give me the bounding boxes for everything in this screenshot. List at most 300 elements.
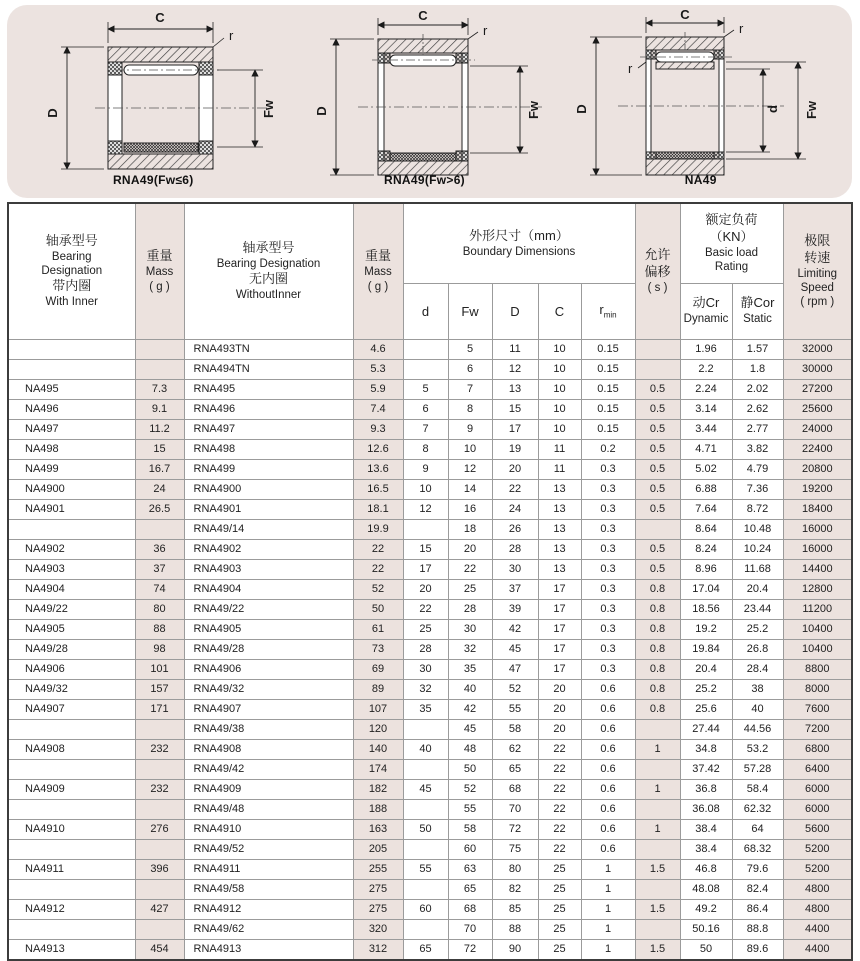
cell: RNA4907 xyxy=(184,699,353,719)
table-row xyxy=(8,859,852,879)
cell: 22 xyxy=(538,779,581,799)
cell: 62 xyxy=(492,739,538,759)
dim-label-r: r xyxy=(482,23,487,38)
cell: 40 xyxy=(448,679,492,699)
cell: 82.4 xyxy=(732,879,783,899)
cell: 0.5 xyxy=(635,499,680,519)
cell: 25 xyxy=(403,619,448,639)
cell: 37 xyxy=(135,559,184,579)
cell: 12.6 xyxy=(353,439,403,459)
cell: 276 xyxy=(135,819,184,839)
cell: RNA4903 xyxy=(184,559,353,579)
cell: 4400 xyxy=(783,939,852,960)
dim-label-d: d xyxy=(764,105,780,113)
cell: 25.6 xyxy=(680,699,732,719)
cell xyxy=(8,839,135,859)
cell: 22 xyxy=(538,839,581,859)
cell: 312 xyxy=(353,939,403,960)
cell: 49.2 xyxy=(680,899,732,919)
dim-label-D: D xyxy=(573,104,589,114)
cell: 275 xyxy=(353,879,403,899)
cell: 0.15 xyxy=(581,419,635,439)
table-row xyxy=(8,439,852,459)
cell: NA49/32 xyxy=(8,679,135,699)
cell: 50 xyxy=(680,939,732,960)
cell: 10 xyxy=(538,379,581,399)
cell: NA4905 xyxy=(8,619,135,639)
cell: NA498 xyxy=(8,439,135,459)
cell: 12 xyxy=(403,499,448,519)
cell: 65 xyxy=(492,759,538,779)
table-row xyxy=(8,619,852,639)
cell: RNA4906 xyxy=(184,659,353,679)
cell: 8.72 xyxy=(732,499,783,519)
cell: 25 xyxy=(538,919,581,939)
cell: 22 xyxy=(353,539,403,559)
cell: 32000 xyxy=(783,339,852,359)
cell: 17.04 xyxy=(680,579,732,599)
cell: 37.42 xyxy=(680,759,732,779)
cell: 1 xyxy=(635,739,680,759)
cell: 10 xyxy=(538,359,581,379)
cell: 11200 xyxy=(783,599,852,619)
cell: 18.56 xyxy=(680,599,732,619)
cell: 7.3 xyxy=(135,379,184,399)
cell xyxy=(635,839,680,859)
cell: 36.8 xyxy=(680,779,732,799)
cell: 6000 xyxy=(783,779,852,799)
dim-label-c: C xyxy=(155,10,165,25)
cell: 45 xyxy=(448,719,492,739)
cell xyxy=(135,339,184,359)
cell: 68.32 xyxy=(732,839,783,859)
cell: 98 xyxy=(135,639,184,659)
cell: 20 xyxy=(492,459,538,479)
cell: 0.5 xyxy=(635,399,680,419)
cell: 4.79 xyxy=(732,459,783,479)
cell: 10.48 xyxy=(732,519,783,539)
cell: 1.5 xyxy=(635,859,680,879)
cell: 48 xyxy=(448,739,492,759)
cell: 22400 xyxy=(783,439,852,459)
cell xyxy=(135,839,184,859)
cell: 16.7 xyxy=(135,459,184,479)
cell: RNA493TN xyxy=(184,339,353,359)
cell: NA4911 xyxy=(8,859,135,879)
cell xyxy=(8,759,135,779)
cell: 69 xyxy=(353,659,403,679)
cell: 5200 xyxy=(783,839,852,859)
cell: 17 xyxy=(538,619,581,639)
cell: 7.64 xyxy=(680,499,732,519)
cell: 58 xyxy=(492,719,538,739)
cell: 19.9 xyxy=(353,519,403,539)
cell: 25 xyxy=(538,899,581,919)
cell: 1 xyxy=(635,819,680,839)
cell xyxy=(135,759,184,779)
dim-label-r: r xyxy=(229,28,234,43)
cell: 7.4 xyxy=(353,399,403,419)
cell: 275 xyxy=(353,899,403,919)
cell: 6800 xyxy=(783,739,852,759)
cell: 0.6 xyxy=(581,719,635,739)
cell: 0.8 xyxy=(635,599,680,619)
cell: 8800 xyxy=(783,659,852,679)
cell: RNA496 xyxy=(184,399,353,419)
cell: 320 xyxy=(353,919,403,939)
cell: 0.3 xyxy=(581,579,635,599)
cell: 73 xyxy=(353,639,403,659)
cell: 30 xyxy=(403,659,448,679)
cell: 35 xyxy=(448,659,492,679)
cell: 30000 xyxy=(783,359,852,379)
cell xyxy=(635,719,680,739)
cell: 22 xyxy=(403,599,448,619)
cell: 90 xyxy=(492,939,538,960)
cell: 9 xyxy=(448,419,492,439)
cell xyxy=(403,759,448,779)
cell: 232 xyxy=(135,779,184,799)
cell: 157 xyxy=(135,679,184,699)
cell: 14400 xyxy=(783,559,852,579)
cell: 0.6 xyxy=(581,759,635,779)
cell: RNA4908 xyxy=(184,739,353,759)
cell: 42 xyxy=(448,699,492,719)
cell: 2.77 xyxy=(732,419,783,439)
cell: 42 xyxy=(492,619,538,639)
cell: 205 xyxy=(353,839,403,859)
cell: RNA498 xyxy=(184,439,353,459)
cell xyxy=(135,719,184,739)
cell xyxy=(135,519,184,539)
cell: 0.15 xyxy=(581,399,635,419)
cell: 0.6 xyxy=(581,699,635,719)
cell: 13 xyxy=(492,379,538,399)
table-row xyxy=(8,639,852,659)
bearing-table xyxy=(7,202,853,961)
table-row xyxy=(8,779,852,799)
cell: 13 xyxy=(538,559,581,579)
table-row xyxy=(8,559,852,579)
dim-label-r: r xyxy=(738,21,744,36)
cell: 1.57 xyxy=(732,339,783,359)
cell: 1.96 xyxy=(680,339,732,359)
cell: 63 xyxy=(448,859,492,879)
cell: 80 xyxy=(135,599,184,619)
cell: RNA4910 xyxy=(184,819,353,839)
cell: 26 xyxy=(492,519,538,539)
cell: 13 xyxy=(538,479,581,499)
cell: 9.1 xyxy=(135,399,184,419)
cell: 8.96 xyxy=(680,559,732,579)
cell: 0.3 xyxy=(581,499,635,519)
cell: 10 xyxy=(538,399,581,419)
cell: 25600 xyxy=(783,399,852,419)
cell: 65 xyxy=(448,879,492,899)
cell: 0.8 xyxy=(635,579,680,599)
cell: NA4902 xyxy=(8,539,135,559)
cell: 0.15 xyxy=(581,379,635,399)
cell: RNA4901 xyxy=(184,499,353,519)
cell xyxy=(635,879,680,899)
cell: RNA49/62 xyxy=(184,919,353,939)
cell: 0.15 xyxy=(581,339,635,359)
cell: 0.6 xyxy=(581,819,635,839)
cell: RNA49/28 xyxy=(184,639,353,659)
header-rmin: $r_{min}$ xyxy=(581,283,635,339)
cell: 12800 xyxy=(783,579,852,599)
cell: NA496 xyxy=(8,399,135,419)
cell: 140 xyxy=(353,739,403,759)
cell: 1.8 xyxy=(732,359,783,379)
cell: RNA49/52 xyxy=(184,839,353,859)
cell: RNA4904 xyxy=(184,579,353,599)
header-fw: Fw xyxy=(448,283,492,339)
cell: 11 xyxy=(538,459,581,479)
cell: 24 xyxy=(135,479,184,499)
cell: 0.5 xyxy=(635,459,680,479)
header-limiting-speed: 极限 转速 Limiting Speed ( rpm ) xyxy=(783,203,852,339)
header-bearing-without-inner: 轴承型号 Bearing Designation 无内圈 WithoutInner xyxy=(184,203,353,339)
cell: 1 xyxy=(581,919,635,939)
cell: 1.5 xyxy=(635,899,680,919)
cell: 107 xyxy=(353,699,403,719)
cell: NA4913 xyxy=(8,939,135,960)
cell: 82 xyxy=(492,879,538,899)
cell xyxy=(635,919,680,939)
cell: 47 xyxy=(492,659,538,679)
header-C: C xyxy=(538,283,581,339)
header-mass-with: 重量 Mass ( g ) xyxy=(135,203,184,339)
table-row xyxy=(8,539,852,559)
cell: 27200 xyxy=(783,379,852,399)
cell: 25 xyxy=(448,579,492,599)
cell: 12 xyxy=(448,459,492,479)
cell: 45 xyxy=(403,779,448,799)
cell: 70 xyxy=(448,919,492,939)
cell: 5.9 xyxy=(353,379,403,399)
cell: 19200 xyxy=(783,479,852,499)
cell xyxy=(8,719,135,739)
cell: 1 xyxy=(635,779,680,799)
diagram-caption: RNA49(Fw>6) xyxy=(384,173,465,187)
cell: 8000 xyxy=(783,679,852,699)
cell: 20 xyxy=(538,719,581,739)
cell: 17 xyxy=(538,579,581,599)
cell: 13 xyxy=(538,519,581,539)
cell: 15 xyxy=(135,439,184,459)
cell: 11.68 xyxy=(732,559,783,579)
cell: 7.36 xyxy=(732,479,783,499)
cell: 80 xyxy=(492,859,538,879)
cell: 32 xyxy=(403,679,448,699)
cell: 1 xyxy=(581,879,635,899)
cell xyxy=(8,799,135,819)
cell: 4400 xyxy=(783,919,852,939)
cell xyxy=(8,519,135,539)
cell: 22 xyxy=(492,479,538,499)
cell xyxy=(403,359,448,379)
cell: 72 xyxy=(448,939,492,960)
cell: RNA497 xyxy=(184,419,353,439)
dim-label-D: D xyxy=(45,108,61,118)
cell: 25.2 xyxy=(680,679,732,699)
dim-label-D: D xyxy=(313,106,329,116)
cell: 35 xyxy=(403,699,448,719)
cell: 188 xyxy=(353,799,403,819)
cell xyxy=(135,799,184,819)
table-row xyxy=(8,659,852,679)
cell: 3.14 xyxy=(680,399,732,419)
cell: RNA495 xyxy=(184,379,353,399)
cell: 74 xyxy=(135,579,184,599)
cell: 3.44 xyxy=(680,419,732,439)
cell: 3.82 xyxy=(732,439,783,459)
cell: 5600 xyxy=(783,819,852,839)
cell xyxy=(635,759,680,779)
cell xyxy=(403,719,448,739)
diagram-rna49-large-fw xyxy=(300,5,550,187)
cell: 25 xyxy=(538,879,581,899)
dim-label-fw: Fw xyxy=(803,100,819,120)
cell: RNA49/42 xyxy=(184,759,353,779)
cell: NA4912 xyxy=(8,899,135,919)
table-row xyxy=(8,339,852,359)
cell: 88 xyxy=(492,919,538,939)
cell xyxy=(403,839,448,859)
cell: 40 xyxy=(403,739,448,759)
cell: 0.5 xyxy=(635,539,680,559)
cell: NA497 xyxy=(8,419,135,439)
cell: 50 xyxy=(403,819,448,839)
cell: 171 xyxy=(135,699,184,719)
cell: NA4903 xyxy=(8,559,135,579)
cell: 85 xyxy=(492,899,538,919)
table-row xyxy=(8,919,852,939)
cell: 22 xyxy=(538,739,581,759)
cell: 16000 xyxy=(783,519,852,539)
table-row xyxy=(8,839,852,859)
cell xyxy=(135,359,184,379)
diagram-caption: NA49 xyxy=(684,173,717,187)
cell: 14 xyxy=(448,479,492,499)
cell: 68 xyxy=(448,899,492,919)
cell: 46.8 xyxy=(680,859,732,879)
cell: 0.15 xyxy=(581,359,635,379)
cell: 20.4 xyxy=(732,579,783,599)
cell: 55 xyxy=(403,859,448,879)
cell: 22 xyxy=(538,799,581,819)
cell xyxy=(8,359,135,379)
cell: 11.2 xyxy=(135,419,184,439)
cell: RNA49/38 xyxy=(184,719,353,739)
cell: 10 xyxy=(538,339,581,359)
cell: NA4901 xyxy=(8,499,135,519)
cell: RNA4912 xyxy=(184,899,353,919)
cell: RNA4911 xyxy=(184,859,353,879)
cell: 255 xyxy=(353,859,403,879)
cell: 60 xyxy=(403,899,448,919)
cell: 0.5 xyxy=(635,479,680,499)
cell: 9.3 xyxy=(353,419,403,439)
cell: 12 xyxy=(492,359,538,379)
table-row xyxy=(8,579,852,599)
cell: 11 xyxy=(538,439,581,459)
cell: 1 xyxy=(581,859,635,879)
cell: 52 xyxy=(448,779,492,799)
cell: 8.64 xyxy=(680,519,732,539)
cell xyxy=(8,339,135,359)
cell: RNA4905 xyxy=(184,619,353,639)
header-boundary-dimensions: 外形尺寸（mm） Boundary Dimensions xyxy=(403,203,635,283)
header-mass-without: 重量 Mass ( g ) xyxy=(353,203,403,339)
cell: RNA4913 xyxy=(184,939,353,960)
table-row xyxy=(8,739,852,759)
cell: 26.5 xyxy=(135,499,184,519)
cell: 232 xyxy=(135,739,184,759)
cell: 0.6 xyxy=(581,739,635,759)
cell: 72 xyxy=(492,819,538,839)
cell: RNA49/58 xyxy=(184,879,353,899)
cell xyxy=(403,519,448,539)
cell: 18400 xyxy=(783,499,852,519)
cell: 23.44 xyxy=(732,599,783,619)
cell: 36.08 xyxy=(680,799,732,819)
table-row xyxy=(8,419,852,439)
cell: 58.4 xyxy=(732,779,783,799)
cell: RNA4900 xyxy=(184,479,353,499)
cell: 20 xyxy=(403,579,448,599)
cell: 8.24 xyxy=(680,539,732,559)
cell: 20800 xyxy=(783,459,852,479)
header-static-cor: 静Cor Static xyxy=(732,283,783,339)
cell: 2.24 xyxy=(680,379,732,399)
cell: 53.2 xyxy=(732,739,783,759)
cell: 15 xyxy=(403,539,448,559)
cell: 52 xyxy=(492,679,538,699)
cell: 0.8 xyxy=(635,699,680,719)
cell: 0.8 xyxy=(635,679,680,699)
table-row xyxy=(8,599,852,619)
table-row xyxy=(8,719,852,739)
cell: 2.62 xyxy=(732,399,783,419)
cell: 16.5 xyxy=(353,479,403,499)
cell: 101 xyxy=(135,659,184,679)
cell: 27.44 xyxy=(680,719,732,739)
cell: RNA49/48 xyxy=(184,799,353,819)
cell xyxy=(8,919,135,939)
cell: 48.08 xyxy=(680,879,732,899)
cell: 0.5 xyxy=(635,419,680,439)
cell: 6 xyxy=(448,359,492,379)
cell: 28 xyxy=(403,639,448,659)
table-row xyxy=(8,679,852,699)
cell: 5.02 xyxy=(680,459,732,479)
cell: 28 xyxy=(448,599,492,619)
cell: 17 xyxy=(403,559,448,579)
cell xyxy=(635,799,680,819)
cell: 19.2 xyxy=(680,619,732,639)
diagram-na49 xyxy=(566,5,836,187)
table-body xyxy=(8,339,852,960)
cell: 20.4 xyxy=(680,659,732,679)
cell xyxy=(403,879,448,899)
cell: 75 xyxy=(492,839,538,859)
cell: 64 xyxy=(732,819,783,839)
header-d: d xyxy=(403,283,448,339)
cell: 89.6 xyxy=(732,939,783,960)
table-row xyxy=(8,479,852,499)
